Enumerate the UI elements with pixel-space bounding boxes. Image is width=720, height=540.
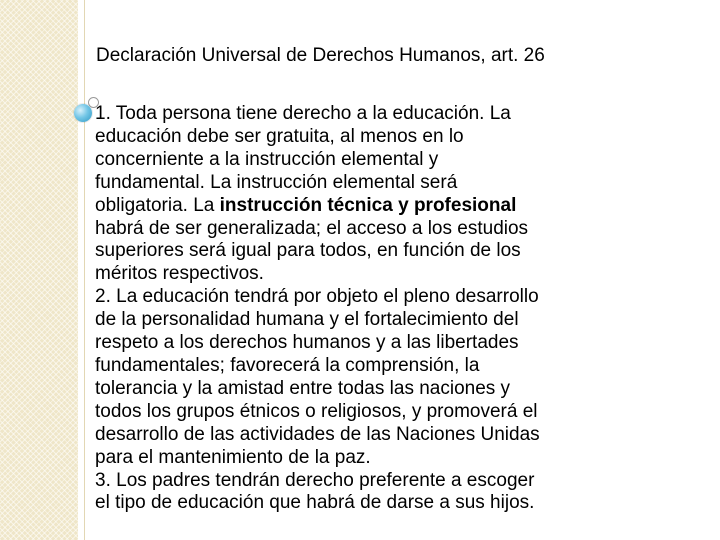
text-line: todos los grupos étnicos o religiosos, y promoverá el (95, 400, 538, 422)
decorative-side-stripe (0, 0, 78, 540)
text-line: fundamentales; favorecerá la comprensión, la (95, 354, 480, 376)
text-line: educación debe ser gratuita, al menos en lo (95, 125, 464, 147)
text-line: superiores será igual para todos, en función de los (95, 240, 521, 262)
text-line: tolerancia y la amistad entre todas las naciones y (95, 377, 511, 399)
text-segment: obligatoria. La (95, 194, 220, 216)
text-line: méritos respectivos. (95, 263, 264, 285)
article-body (95, 103, 665, 515)
text-line: concerniente a la instrucción elemental y (95, 148, 439, 170)
text-line: de la personalidad humana y el fortalecimiento del (95, 309, 519, 331)
text-line: 2. La educación tendrá por objeto el pleno desarrollo (95, 286, 539, 308)
text-line: 1. Toda persona tiene derecho a la educación. La (95, 103, 511, 124)
text-line (95, 195, 665, 218)
text-line: 3. Los padres tendrán derecho preferente a escoger (95, 469, 535, 491)
decorative-side-line (84, 0, 85, 540)
text-line: habrá de ser generalizada; el acceso a los estudios (95, 217, 529, 239)
bold-text-segment: instrucción técnica y profesional (219, 194, 517, 216)
text-line: respeto a los derechos humanos y a las libertades (95, 332, 519, 354)
text-line: el tipo de educación que habrá de darse a sus hijos. (95, 492, 535, 514)
text-line: fundamental. La instrucción elemental será (95, 171, 458, 193)
text-line: desarrollo de las actividades de las Naciones Unidas (95, 423, 540, 445)
text-line: para el mantenimiento de la paz. (95, 446, 371, 468)
slide-title: Declaración Universal de Derechos Humanos, art. 26 (96, 45, 545, 66)
